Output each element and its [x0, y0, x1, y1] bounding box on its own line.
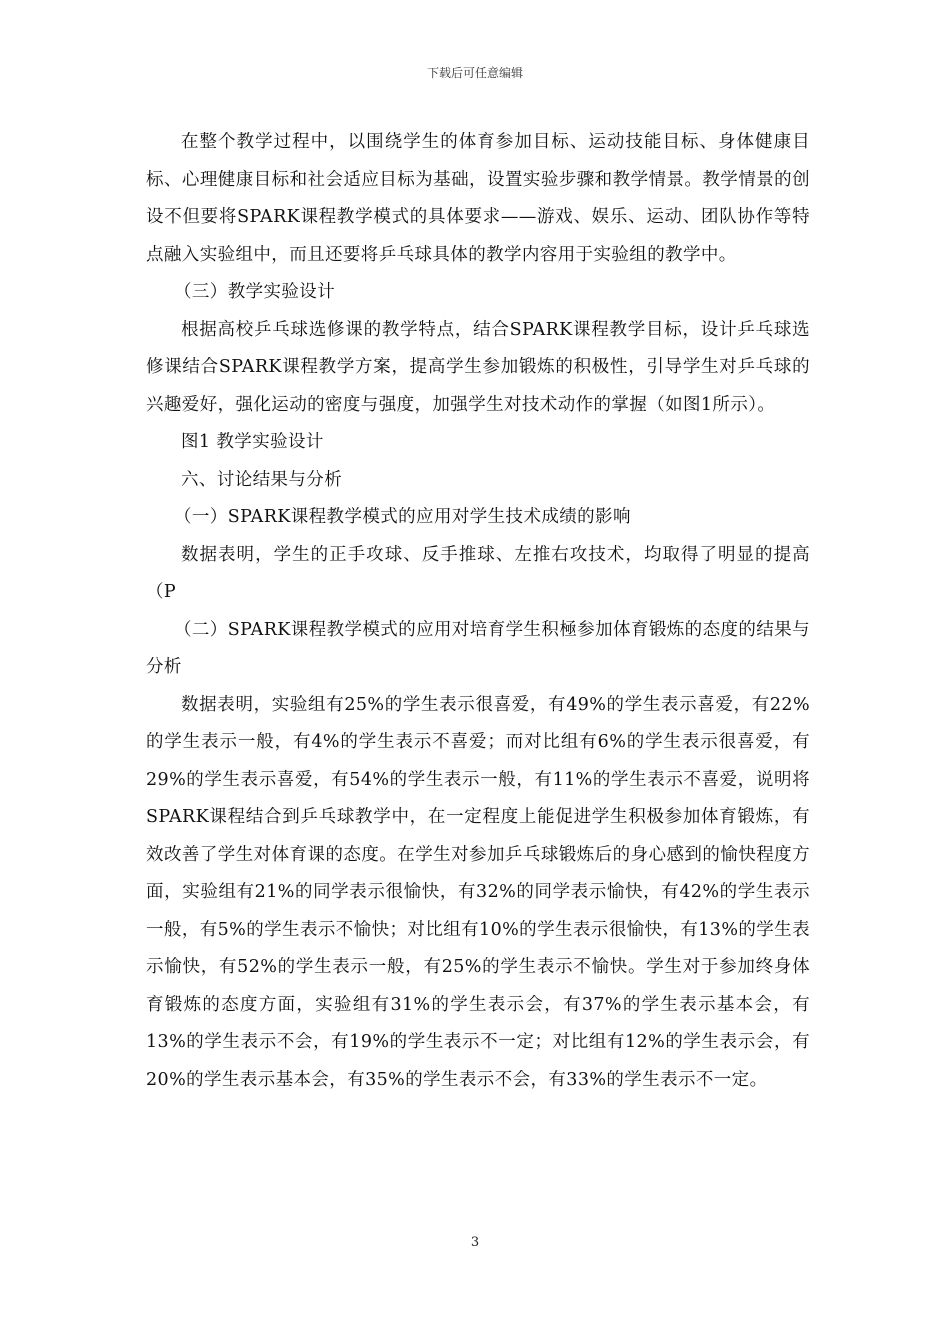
paragraph-teaching-process: 在整个教学过程中，以围绕学生的体育参加目标、运动技能目标、身体健康目标、心理健康目标和社会适应目标为基础，设置实验步骤和教学情景。教学情景的创设不但要将SPARK课程教学模式的具体要求——游戏、娱乐、运动、团队协作等特点融入实验组中，而且还要将乒乓球具体的教学内容用于实验组的教学中。 — [146, 132, 810, 265]
paragraph-experiment-design: 根据高校乒乓球选修课的教学特点，结合SPARK课程教学目标，设计乒乓球选修课结合SPARK课程教学方案，提高学生参加锻炼的积极性，引导学生对乒乓球的兴趣爱好，强化运动的密度与强度，加强学生对技术动作的掌握（如图1所示）。 — [146, 319, 810, 415]
heading-results-analysis: 六、讨论结果与分析 — [181, 469, 343, 490]
page-number: 3 — [470, 1235, 480, 1250]
document-body — [146, 124, 810, 1099]
heading-technical-scores: （一）SPARK课程教学模式的应用对学生技术成绩的影响 — [174, 507, 631, 527]
heading-experiment-design: （三）教学实验设计 — [174, 282, 336, 302]
paragraph-technical-scores: 数据表明，学生的正手攻球、反手推球、左推右攻技术，均取得了明显的提高（P — [146, 544, 810, 602]
page-header: 下载后可任意编辑 — [426, 66, 523, 80]
heading-attitude-analysis: （二）SPARK课程教学模式的应用对培育学生积極参加体育锻炼的态度的结果与分析 — [146, 619, 810, 677]
paragraph-attitude-data: 数据表明，实验组有25%的学生表示很喜爱，有49%的学生表示喜爱，有22%的学生表示一般，有4%的学生表示不喜爱；而对比组有6%的学生表示很喜爱，有29%的学生表示喜爱，有54%的学生表示一般，有11%的学生表示不喜爱，说明将SPARK课程结合到乒乓球教学中，在一定程度上能促进学生积极参加体育锻炼，有效改善了学生对体育课的态度。在学生对参加乒乓球锻炼后的身心感到的愉快程度方面，实验组有21%的同学表示很愉快，有32%的同学表示愉快，有42%的学生表示一般，有5%的学生表示不愉快；对比组有10%的学生表示很愉快，有13%的学生表示愉快，有52%的学生表示一般，有25%的学生表示不愉快。学生对于参加终身体育锻炼的态度方面，实验组有31%的学生表示会，有37%的学生表示基本会，有13%的学生表示不会，有19%的学生表示不一定；对比组有12%的学生表示会，有20%的学生表示基本会，有35%的学生表示不会，有33%的学生表示不一定。 — [146, 694, 810, 1090]
figure-caption: 图1 教学实验设计 — [181, 432, 324, 452]
